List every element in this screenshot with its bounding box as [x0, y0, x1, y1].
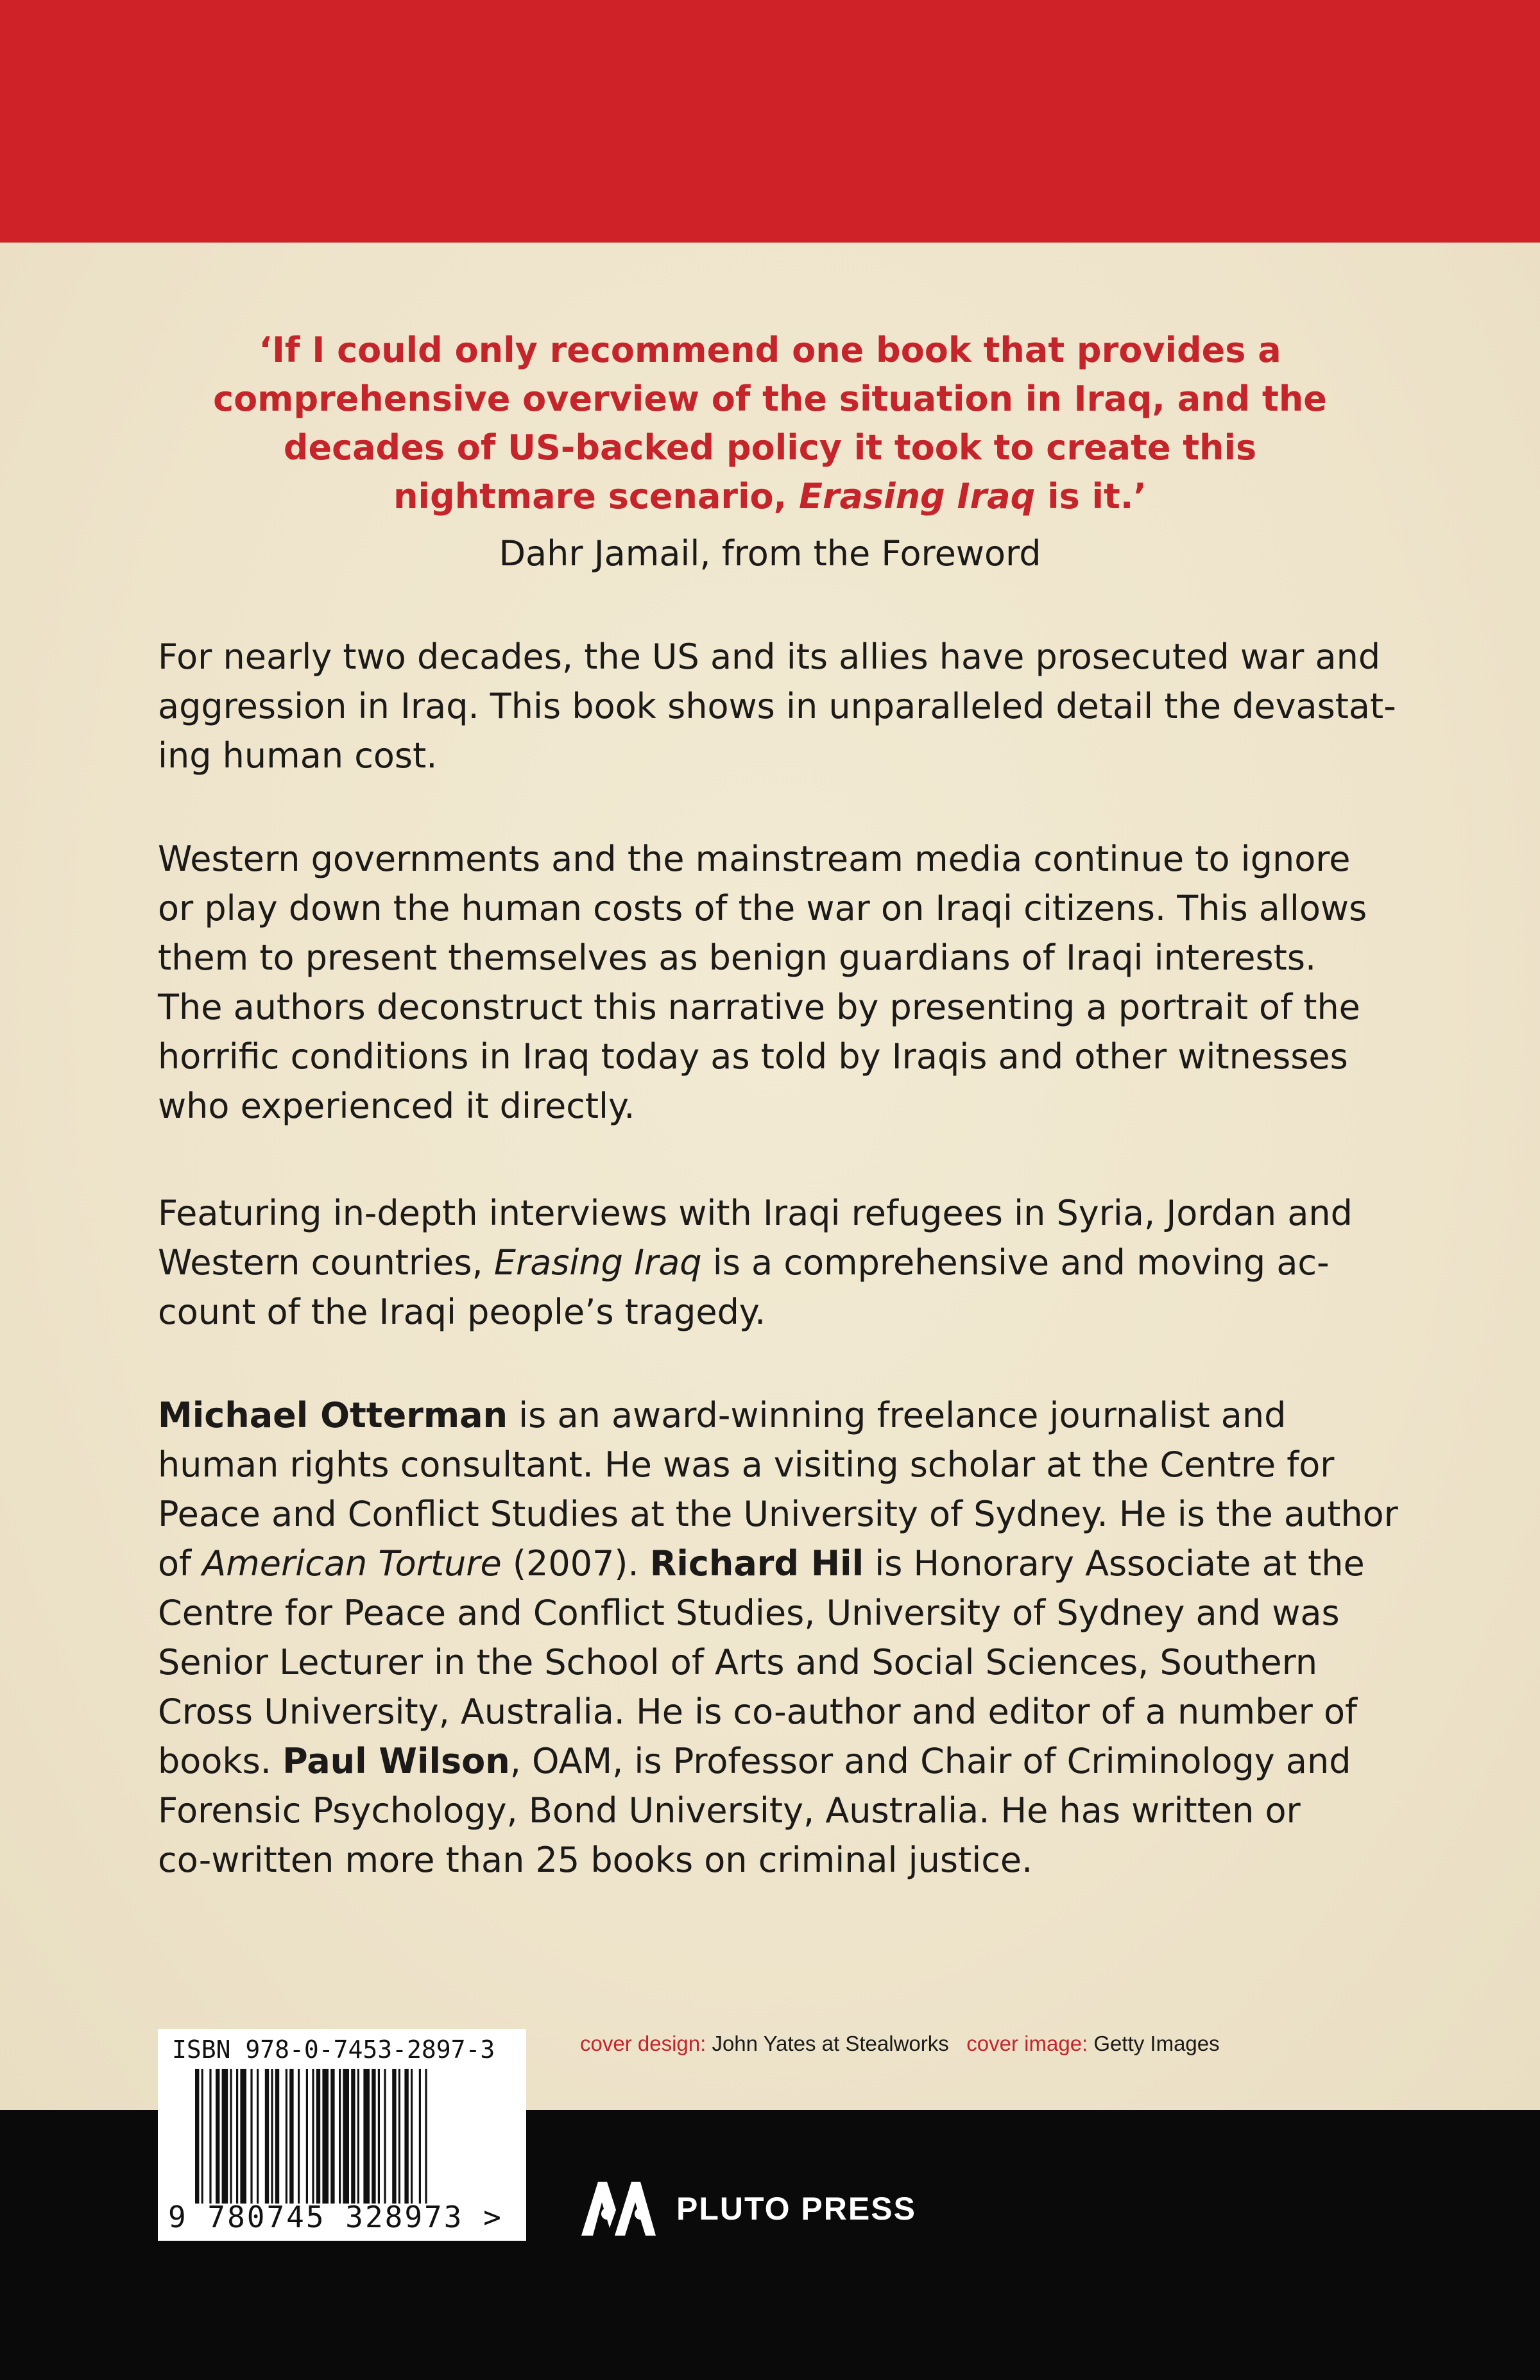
quote-attribution: Dahr Jamail, from the Foreword: [499, 533, 1041, 574]
featuring-paragraph: Featuring in-depth interviews with Iraqi refugees in Syria, Jordan and Western countries, Erasing Iraq is a comprehensive and moving ac- count of the Iraqi people’s tragedy.: [158, 1193, 1353, 1332]
publisher-name: PLUTO PRESS: [676, 2191, 916, 2227]
quote-line: decades of US-backed policy it took to create this: [283, 427, 1257, 468]
ean-digits: 9 780745 328973 >: [168, 2200, 503, 2234]
quote-line: ‘If I could only recommend one book that provides a: [259, 330, 1281, 370]
author-name: Michael Otterman: [158, 1395, 508, 1435]
isbn-barcode: [158, 2029, 526, 2241]
isbn-number: ISBN 978-0-7453-2897-3: [172, 2035, 495, 2064]
context-paragraph: Western governments and the mainstream media continue to ignore or play down the human costs of the war on Iraqi citizens. This allows them to present themselves as benign guardians of Iraqi interests. The authors deconstruct this narrative by presenting a portrait of the horrific conditions in Iraq today as told by Iraqis and other witnesses who experienced it directly.: [158, 839, 1367, 1126]
book-title: American Torture: [202, 1543, 502, 1584]
cover-image-value: Getty Images: [1088, 2032, 1220, 2055]
author-name: Paul Wilson: [282, 1741, 510, 1781]
author-name: Richard Hil: [649, 1543, 864, 1584]
cover-design-value: John Yates at Stealworks: [706, 2032, 949, 2055]
top-red-band: [0, 0, 1540, 243]
barcode-bars: [195, 2069, 509, 2204]
authors-bio-paragraph: Michael Otterman is an award-winning freelance journalist and human rights consultant. He was a visiting scholar at the Centre for Peace and Conflict Studies at the University of Sydney. He is the author of American Torture (2007). Richard Hil is Honorary Associate at the Centre for Peace and Conflict Studies, University of Sydney and was Senior Lecturer in the School of Arts and Social Sciences, Southern Cross University, Australia. He is co-author and editor of a number of books. Paul Wilson, OAM, is Professor and Chair of Criminology and Forensic Psychology, Bond University, Australia. He has written or co-written more than 25 books on criminal justice.: [158, 1395, 1398, 1880]
endorsement-quote: [154, 326, 1386, 521]
quote-line: comprehensive overview of the situation in Iraq, and the: [213, 379, 1327, 419]
cover-credits: [580, 2032, 1220, 2056]
cover-design-label: cover design:: [580, 2032, 706, 2055]
pluto-press-logo-icon: [576, 2177, 660, 2241]
publisher-logo: [576, 2177, 916, 2241]
quote-line-last: nightmare scenario, Erasing Iraq is it.’: [393, 476, 1147, 517]
book-title: Erasing Iraq: [798, 476, 1036, 517]
cover-image-label: cover image:: [966, 2032, 1088, 2055]
intro-paragraph: For nearly two decades, the US and its allies have prosecuted war and aggression in Iraq. This book shows in unparalleled detail the devastat- ing human cost.: [158, 637, 1396, 776]
book-title: Erasing Iraq: [493, 1242, 702, 1283]
